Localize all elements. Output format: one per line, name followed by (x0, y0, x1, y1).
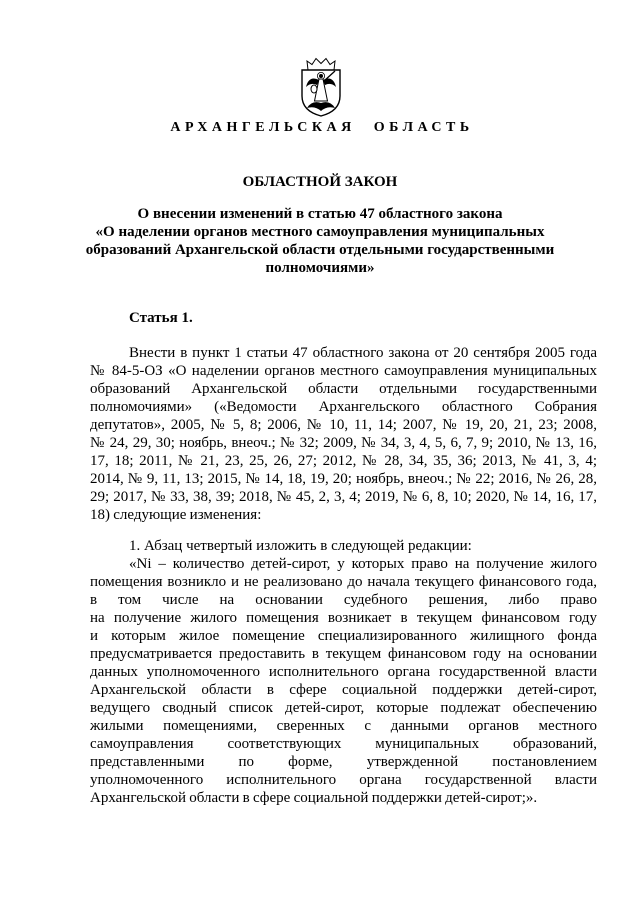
law-title (0, 205, 640, 277)
crown (307, 59, 335, 71)
law-title-line: «О наделении органов местного самоуправления муниципальных (95, 224, 545, 240)
coat-of-arms-icon (299, 56, 343, 118)
paragraph-line: данных уполномоченного исполнительного органа государственной власти (90, 664, 597, 680)
paragraph-line: образований Архангельской области отдельными государственными (90, 381, 597, 397)
law-title-line: полномочиями» (265, 260, 375, 276)
paragraph-line: в том числе на основании судебного решения, либо право (90, 592, 597, 608)
paragraph-line: предусматривается предоставить в текущем финансовом году на основании (90, 646, 597, 662)
paragraph-line: ведущего сводный список детей-сирот, которые подлежат обеспечению (90, 700, 597, 716)
paragraph-line: и которым жилое помещение специализированного жилищного фонда (90, 628, 597, 644)
archangel-head (319, 74, 323, 78)
paragraph-line: Архангельской области в сфере социальной поддержки детей-сирот;». (90, 790, 538, 806)
article-heading: Статья 1. (129, 310, 193, 326)
paragraph-line: представленными по форме, утвержденной постановлением (90, 754, 597, 770)
paragraph-line: полномочиями» («Ведомости Архангельского областного Собрания (90, 399, 597, 415)
paragraph-line: самоуправления соответствующих муниципальных образований, (90, 736, 597, 752)
region-name: АРХАНГЕЛЬСКАЯ ОБЛАСТЬ (170, 120, 474, 135)
paragraph-line: Внести в пункт 1 статьи 47 областного закона от 20 сентября 2005 года (129, 345, 597, 361)
law-title-line: образований Архангельской области отдельными государственными (85, 242, 555, 258)
paragraph-line: на получение жилого помещения возникает в текущем финансовом году (90, 610, 597, 626)
paragraph-line: «Ni – количество детей-сирот, у которых право на получение жилого (129, 556, 597, 572)
paragraph-line: 17, 18; 2011, № 21, 23, 25, 26, 27; 2012, № 28, 34, 35, 36; 2013, № 41, 3, 4; (90, 453, 597, 469)
document-type: ОБЛАСТНОЙ ЗАКОН (242, 174, 398, 190)
amendment-new-text-paragraph (90, 555, 597, 807)
paragraph-line: № 84-5-ОЗ «О наделении органов местного самоуправления муниципальных (90, 363, 597, 379)
paragraph-line: жилыми помещениями, сверенных с данными органов местного (90, 718, 597, 734)
article-intro-paragraph (90, 344, 597, 524)
paragraph-line: Архангельской области в сфере социальной поддержки детей-сирот, (90, 682, 597, 698)
paragraph-line: 29; 2017, № 33, 38, 39; 2018, № 45, 2, 3, 4; 2019, № 6, 8, 10; 2020, № 14, 16, 17, (90, 489, 597, 505)
amendment-item-heading: 1. Абзац четвертый изложить в следующей редакции: (129, 538, 472, 554)
paragraph-line: 2014, № 9, 11, 13; 2015, № 14, 18, 19, 20; ноябрь, внеоч.; № 22; 2016, № 26, 28, (90, 471, 597, 487)
paragraph-line: помещения возникло и не реализовано до начала текущего финансового года, (90, 574, 597, 590)
coat-of-arms-drawing (299, 56, 343, 118)
paragraph-line: уполномоченного исполнительного органа государственной власти (90, 772, 597, 788)
archangel-shield (311, 85, 317, 93)
paragraph-line: депутатов», 2005, № 5, 8; 2006, № 10, 11, 14; 2007, № 19, 20, 21, 23; 2008, (90, 417, 597, 433)
paragraph-line: 18) следующие изменения: (90, 507, 262, 523)
law-title-line: О внесении изменений в статью 47 областного закона (137, 206, 503, 222)
paragraph-line: № 24, 29, 30; ноябрь, внеоч.; № 32; 2009, № 34, 3, 4, 5, 6, 7, 9; 2010, № 13, 16, (90, 435, 597, 451)
